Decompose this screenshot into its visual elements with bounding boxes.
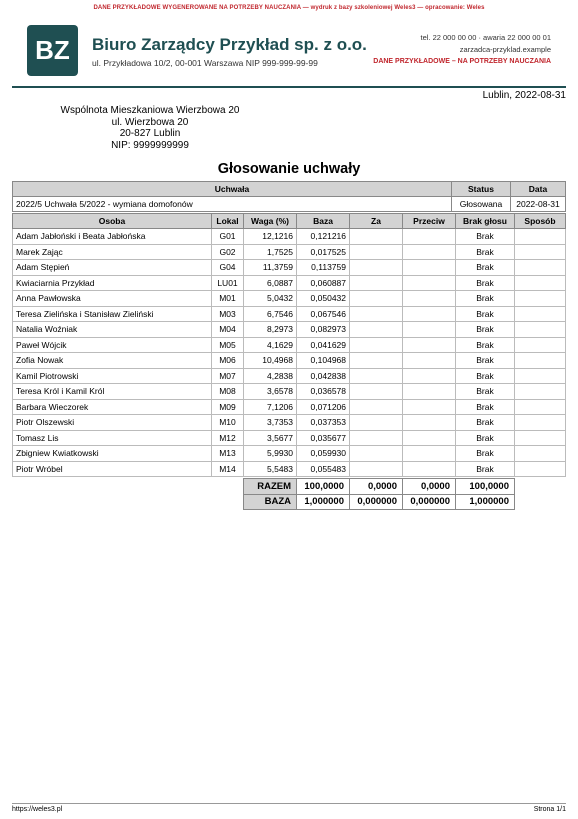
cell-base: 0,055483 xyxy=(297,461,350,477)
resolution-name: 2022/5 Uchwała 5/2022 - wymiana domofonów xyxy=(13,197,452,212)
cell-against xyxy=(403,430,456,446)
table-row xyxy=(13,306,566,322)
cell-no-vote: Brak xyxy=(456,260,515,276)
cell-no-vote: Brak xyxy=(456,275,515,291)
totals-table xyxy=(243,478,515,510)
cell-weight: 4,2838 xyxy=(244,368,297,384)
cell-no-vote: Brak xyxy=(456,430,515,446)
company-notice: DANE PRZYKŁADOWE – NA POTRZEBY NAUCZANIA xyxy=(373,58,551,65)
cell-no-vote: Brak xyxy=(456,337,515,353)
cell-weight: 4,1629 xyxy=(244,337,297,353)
cell-weight: 10,4968 xyxy=(244,353,297,369)
cell-base: 0,036578 xyxy=(297,384,350,400)
cell-no-vote: Brak xyxy=(456,399,515,415)
cell-weight: 1,7525 xyxy=(244,244,297,260)
cell-for xyxy=(350,384,403,400)
cell-against xyxy=(403,399,456,415)
cell-unit: M06 xyxy=(212,353,244,369)
table-row xyxy=(13,337,566,353)
column-header-person: Osoba xyxy=(13,214,212,229)
cell-method xyxy=(515,415,566,431)
cell-unit: M09 xyxy=(212,399,244,415)
cell-person: Kamil Piotrowski xyxy=(13,368,212,384)
cell-for xyxy=(350,368,403,384)
cell-against xyxy=(403,291,456,307)
column-header-against: Przeciw xyxy=(403,214,456,229)
table-row xyxy=(13,322,566,338)
table-row xyxy=(13,399,566,415)
resolution-date: 2022-08-31 xyxy=(511,197,566,212)
cell-unit: M08 xyxy=(212,384,244,400)
cell-person: Teresa Zielińska i Stanisław Zieliński xyxy=(13,306,212,322)
company-logo: BZ xyxy=(27,25,78,76)
recipient-city: 20-827 Lublin xyxy=(119,128,181,139)
resolution-header: Uchwała xyxy=(13,182,452,197)
cell-against xyxy=(403,415,456,431)
column-header-method: Sposób xyxy=(515,214,566,229)
cell-against xyxy=(403,353,456,369)
table-row xyxy=(13,275,566,291)
cell-no-vote: Brak xyxy=(456,229,515,245)
recipient-nip: NIP: 9999999999 xyxy=(111,139,189,151)
cell-for xyxy=(350,229,403,245)
table-row xyxy=(13,461,566,477)
table-row xyxy=(13,260,566,276)
cell-against xyxy=(403,446,456,462)
cell-base: 0,035677 xyxy=(297,430,350,446)
cell-weight: 7,1206 xyxy=(244,399,297,415)
cell-unit: M07 xyxy=(212,368,244,384)
footer-url: https://weles3.pl xyxy=(12,806,63,813)
cell-no-vote: Brak xyxy=(456,244,515,260)
cell-method xyxy=(515,446,566,462)
cell-no-vote: Brak xyxy=(456,415,515,431)
cell-unit: M05 xyxy=(212,337,244,353)
cell-person: Kwiaciarnia Przykład xyxy=(13,275,212,291)
cell-against xyxy=(403,461,456,477)
cell-no-vote: Brak xyxy=(456,368,515,384)
cell-no-vote: Brak xyxy=(456,446,515,462)
cell-against xyxy=(403,368,456,384)
cell-base: 0,041629 xyxy=(297,337,350,353)
cell-method xyxy=(515,430,566,446)
cell-base: 0,104968 xyxy=(297,353,350,369)
cell-unit: G02 xyxy=(212,244,244,260)
cell-person: Barbara Wieczorek xyxy=(13,399,212,415)
cell-no-vote: Brak xyxy=(456,461,515,477)
column-header-base: Baza xyxy=(297,214,350,229)
recipient-address xyxy=(55,105,245,151)
table-row xyxy=(13,430,566,446)
cell-weight: 5,5483 xyxy=(244,461,297,477)
cell-unit: M12 xyxy=(212,430,244,446)
cell-unit: M14 xyxy=(212,461,244,477)
cell-no-vote: Brak xyxy=(456,353,515,369)
cell-for xyxy=(350,306,403,322)
place-date: Lublin, 2022-08-31 xyxy=(482,90,566,101)
cell-against xyxy=(403,384,456,400)
company-name: Biuro Zarządcy Przykład sp. z o.o. xyxy=(92,35,367,54)
cell-against xyxy=(403,229,456,245)
company-email: zarzadca-przyklad.example xyxy=(459,45,551,54)
cell-person: Marek Zając xyxy=(13,244,212,260)
cell-person: Anna Pawłowska xyxy=(13,291,212,307)
status-header: Status xyxy=(452,182,511,197)
cell-method xyxy=(515,291,566,307)
resolution-status: Głosowana xyxy=(452,197,511,212)
cell-against xyxy=(403,337,456,353)
cell-unit: G01 xyxy=(212,229,244,245)
totals-base-against: 0,000000 xyxy=(403,494,456,510)
column-header-unit: Lokal xyxy=(212,214,244,229)
cell-for xyxy=(350,291,403,307)
cell-person: Piotr Wróbel xyxy=(13,461,212,477)
table-row xyxy=(13,291,566,307)
cell-weight: 3,7353 xyxy=(244,415,297,431)
cell-person: Zbigniew Kwiatkowski xyxy=(13,446,212,462)
cell-weight: 5,0432 xyxy=(244,291,297,307)
totals-base-no-vote: 1,000000 xyxy=(456,494,515,510)
footer-divider xyxy=(12,803,566,804)
page-title: Głosowanie uchwały xyxy=(217,161,361,177)
cell-weight: 3,5677 xyxy=(244,430,297,446)
cell-method xyxy=(515,229,566,245)
table-row xyxy=(13,244,566,260)
cell-for xyxy=(350,322,403,338)
cell-weight: 3,6578 xyxy=(244,384,297,400)
cell-for xyxy=(350,461,403,477)
cell-unit: M03 xyxy=(212,306,244,322)
cell-for xyxy=(350,244,403,260)
cell-weight: 8,2973 xyxy=(244,322,297,338)
column-header-for: Za xyxy=(350,214,403,229)
cell-base: 0,060887 xyxy=(297,275,350,291)
cell-no-vote: Brak xyxy=(456,322,515,338)
cell-for xyxy=(350,275,403,291)
cell-base: 0,071206 xyxy=(297,399,350,415)
cell-no-vote: Brak xyxy=(456,291,515,307)
cell-person: Paweł Wójcik xyxy=(13,337,212,353)
cell-base: 0,121216 xyxy=(297,229,350,245)
cell-weight: 11,3759 xyxy=(244,260,297,276)
resolution-table xyxy=(12,181,566,212)
cell-for xyxy=(350,353,403,369)
cell-base: 0,037353 xyxy=(297,415,350,431)
table-row xyxy=(13,229,566,245)
cell-method xyxy=(515,384,566,400)
cell-method xyxy=(515,399,566,415)
cell-for xyxy=(350,337,403,353)
cell-against xyxy=(403,275,456,291)
header-divider xyxy=(12,86,566,88)
cell-unit: M13 xyxy=(212,446,244,462)
column-header-no-vote: Brak głosu xyxy=(456,214,515,229)
cell-weight: 12,1216 xyxy=(244,229,297,245)
cell-no-vote: Brak xyxy=(456,306,515,322)
cell-for xyxy=(350,415,403,431)
cell-base: 0,050432 xyxy=(297,291,350,307)
cell-base: 0,067546 xyxy=(297,306,350,322)
totals-sum-no-vote: 100,0000 xyxy=(456,479,515,495)
cell-unit: LU01 xyxy=(212,275,244,291)
cell-for xyxy=(350,446,403,462)
recipient-street: ul. Wierzbowa 20 xyxy=(111,116,189,128)
cell-base: 0,059930 xyxy=(297,446,350,462)
cell-person: Adam Stępień xyxy=(13,260,212,276)
cell-base: 0,017525 xyxy=(297,244,350,260)
company-address: ul. Przykładowa 10/2, 00-001 Warszawa NIP 999-999-99-99 xyxy=(92,58,318,68)
cell-person: Tomasz Lis xyxy=(13,430,212,446)
table-row xyxy=(13,353,566,369)
cell-for xyxy=(350,399,403,415)
cell-base: 0,082973 xyxy=(297,322,350,338)
recipient-name: Wspólnota Mieszkaniowa Wierzbowa 20 xyxy=(60,105,240,116)
cell-against xyxy=(403,306,456,322)
cell-method xyxy=(515,322,566,338)
company-contact xyxy=(373,32,551,68)
cell-base: 0,113759 xyxy=(297,260,350,276)
company-phone: tel. 22 000 00 00 · awaria 22 000 00 01 xyxy=(420,33,551,42)
cell-for xyxy=(350,430,403,446)
cell-unit: M04 xyxy=(212,322,244,338)
cell-person: Adam Jabłoński i Beata Jabłońska xyxy=(13,229,212,245)
cell-weight: 6,7546 xyxy=(244,306,297,322)
totals-base-weight: 1,000000 xyxy=(297,494,350,510)
table-row xyxy=(13,415,566,431)
cell-against xyxy=(403,260,456,276)
cell-against xyxy=(403,244,456,260)
totals-base-for: 0,000000 xyxy=(350,494,403,510)
cell-method xyxy=(515,275,566,291)
top-banner: DANE PRZYKŁADOWE WYGENEROWANE NA POTRZEBY NAUCZANIA — wydruk z bazy szkoleniowej Weles3 — opracowanie: Weles xyxy=(93,5,485,11)
totals-base-label: BAZA xyxy=(244,494,297,510)
cell-unit: G04 xyxy=(212,260,244,276)
cell-no-vote: Brak xyxy=(456,384,515,400)
cell-person: Natalia Woźniak xyxy=(13,322,212,338)
cell-method xyxy=(515,337,566,353)
votes-table xyxy=(12,213,566,477)
cell-person: Piotr Olszewski xyxy=(13,415,212,431)
cell-unit: M01 xyxy=(212,291,244,307)
cell-against xyxy=(403,322,456,338)
date-header: Data xyxy=(511,182,566,197)
cell-person: Zofia Nowak xyxy=(13,353,212,369)
cell-method xyxy=(515,306,566,322)
page-number: Strona 1/1 xyxy=(533,806,566,813)
cell-person: Teresa Król i Kamil Król xyxy=(13,384,212,400)
cell-for xyxy=(350,260,403,276)
cell-method xyxy=(515,244,566,260)
cell-method xyxy=(515,461,566,477)
table-row xyxy=(13,384,566,400)
cell-method xyxy=(515,353,566,369)
totals-sum-against: 0,0000 xyxy=(403,479,456,495)
totals-sum-label: RAZEM xyxy=(244,479,297,495)
cell-method xyxy=(515,260,566,276)
table-row xyxy=(13,446,566,462)
table-row xyxy=(13,368,566,384)
cell-unit: M10 xyxy=(212,415,244,431)
cell-weight: 6,0887 xyxy=(244,275,297,291)
cell-base: 0,042838 xyxy=(297,368,350,384)
totals-sum-for: 0,0000 xyxy=(350,479,403,495)
cell-weight: 5,9930 xyxy=(244,446,297,462)
totals-sum-weight: 100,0000 xyxy=(297,479,350,495)
cell-method xyxy=(515,368,566,384)
column-header-weight: Waga (%) xyxy=(244,214,297,229)
